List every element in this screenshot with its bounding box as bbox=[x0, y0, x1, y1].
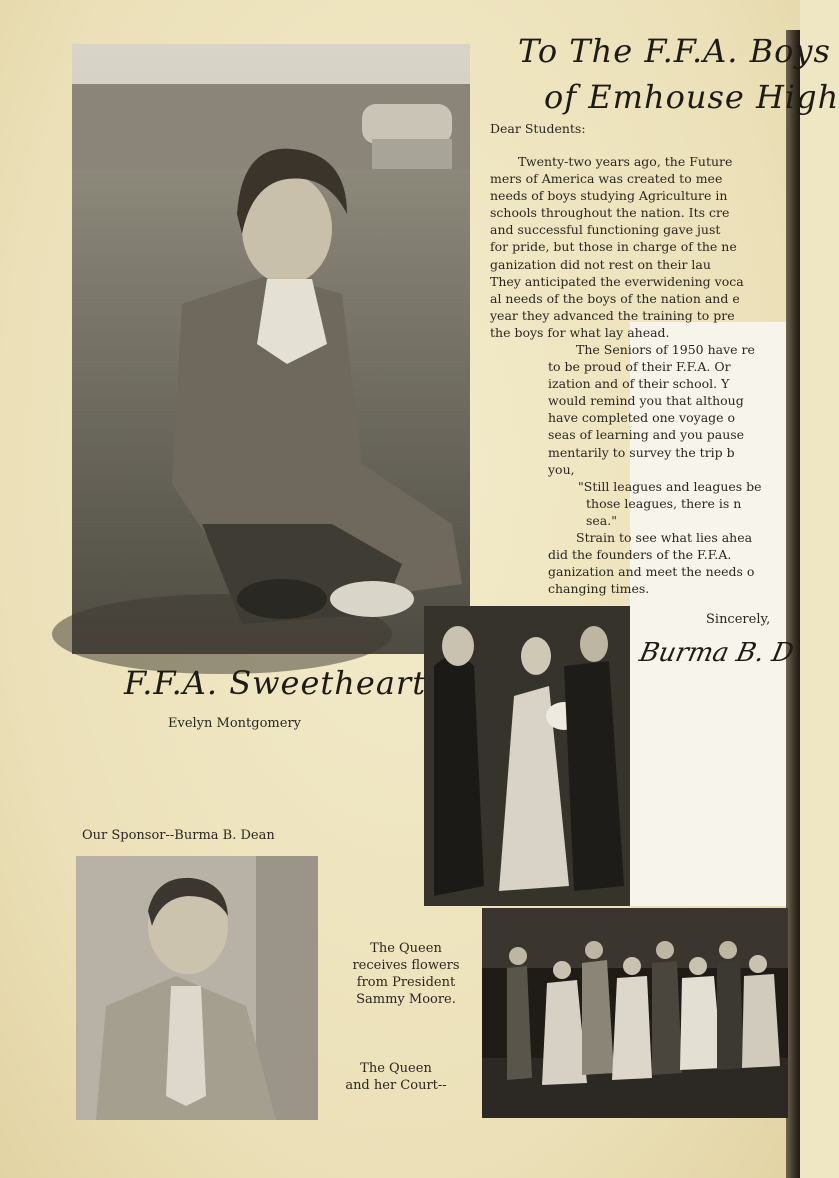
letter-line: to be proud of their F.F.A. Or bbox=[548, 359, 731, 375]
letter-line: for pride, but those in charge of the ne bbox=[490, 239, 737, 255]
letter-line: al needs of the boys of the nation and e bbox=[490, 290, 740, 306]
sponsor-caption: Our Sponsor--Burma B. Dean bbox=[82, 828, 275, 843]
caption-line: receives flowers bbox=[352, 958, 460, 973]
letter-line: The Seniors of 1950 have re bbox=[576, 342, 755, 357]
letter-paragraph-2 bbox=[548, 341, 788, 597]
caption-line: The Queen bbox=[360, 1061, 432, 1076]
queen-flowers-caption bbox=[336, 940, 476, 1008]
letter-line: you, bbox=[548, 461, 575, 477]
letter-quote-line: sea." bbox=[586, 512, 617, 528]
letter-line: mentarily to survey the trip b bbox=[548, 444, 735, 460]
letter-line: schools throughout the nation. Its cre bbox=[490, 205, 730, 221]
letter-signature: Burma B. D bbox=[636, 638, 797, 668]
sponsor-photo bbox=[76, 856, 318, 1120]
letter-line: did the founders of the F.F.A. bbox=[548, 547, 732, 563]
letter-line: ganization did not rest on their lau bbox=[490, 256, 711, 272]
letter-salutation: Dear Students: bbox=[490, 121, 586, 136]
letter-quote-line: "Still leagues and leagues be bbox=[578, 478, 762, 494]
caption-line: from President bbox=[356, 975, 456, 990]
letter-paragraph-1 bbox=[490, 153, 786, 341]
letter-quote-line: those leagues, there is n bbox=[586, 495, 742, 511]
letter-line: have completed one voyage o bbox=[548, 410, 736, 426]
letter-title-line2: of Emhouse High bbox=[544, 78, 839, 116]
sweetheart-title: F.F.A. Sweetheart bbox=[124, 664, 427, 702]
letter-line: Twenty-two years ago, the Future bbox=[518, 154, 733, 169]
letter-line: changing times. bbox=[548, 581, 650, 597]
queen-court-photo bbox=[482, 908, 788, 1118]
letter-line: seas of learning and you pause bbox=[548, 427, 745, 443]
letter-line: needs of boys studying Agriculture in bbox=[490, 188, 728, 204]
letter-line: the boys for what lay ahead. bbox=[490, 324, 670, 340]
sweetheart-photo bbox=[72, 44, 470, 654]
queen-court-caption bbox=[326, 1060, 466, 1094]
letter-line: ganization and meet the needs o bbox=[548, 564, 755, 580]
letter-title bbox=[518, 28, 839, 120]
caption-line: The Queen bbox=[370, 941, 442, 956]
queen-flowers-photo bbox=[424, 606, 630, 906]
letter-line: Strain to see what lies ahea bbox=[576, 530, 753, 546]
letter-line: They anticipated the everwidening voca bbox=[490, 273, 744, 289]
letter-line: mers of America was created to mee bbox=[490, 171, 723, 187]
sweetheart-name: Evelyn Montgomery bbox=[168, 716, 301, 731]
book-spine bbox=[786, 30, 800, 1178]
letter-line: year they advanced the training to pre bbox=[490, 307, 735, 323]
caption-line: Sammy Moore. bbox=[356, 992, 456, 1007]
letter-line: and successful functioning gave just bbox=[490, 222, 721, 238]
letter-line: ization and of their school. Y bbox=[548, 376, 730, 392]
caption-line: and her Court-- bbox=[345, 1078, 447, 1093]
letter-title-line1: To The F.F.A. Boys bbox=[518, 32, 831, 70]
letter-closing: Sincerely, bbox=[706, 612, 771, 627]
letter-line: would remind you that althoug bbox=[548, 393, 744, 409]
